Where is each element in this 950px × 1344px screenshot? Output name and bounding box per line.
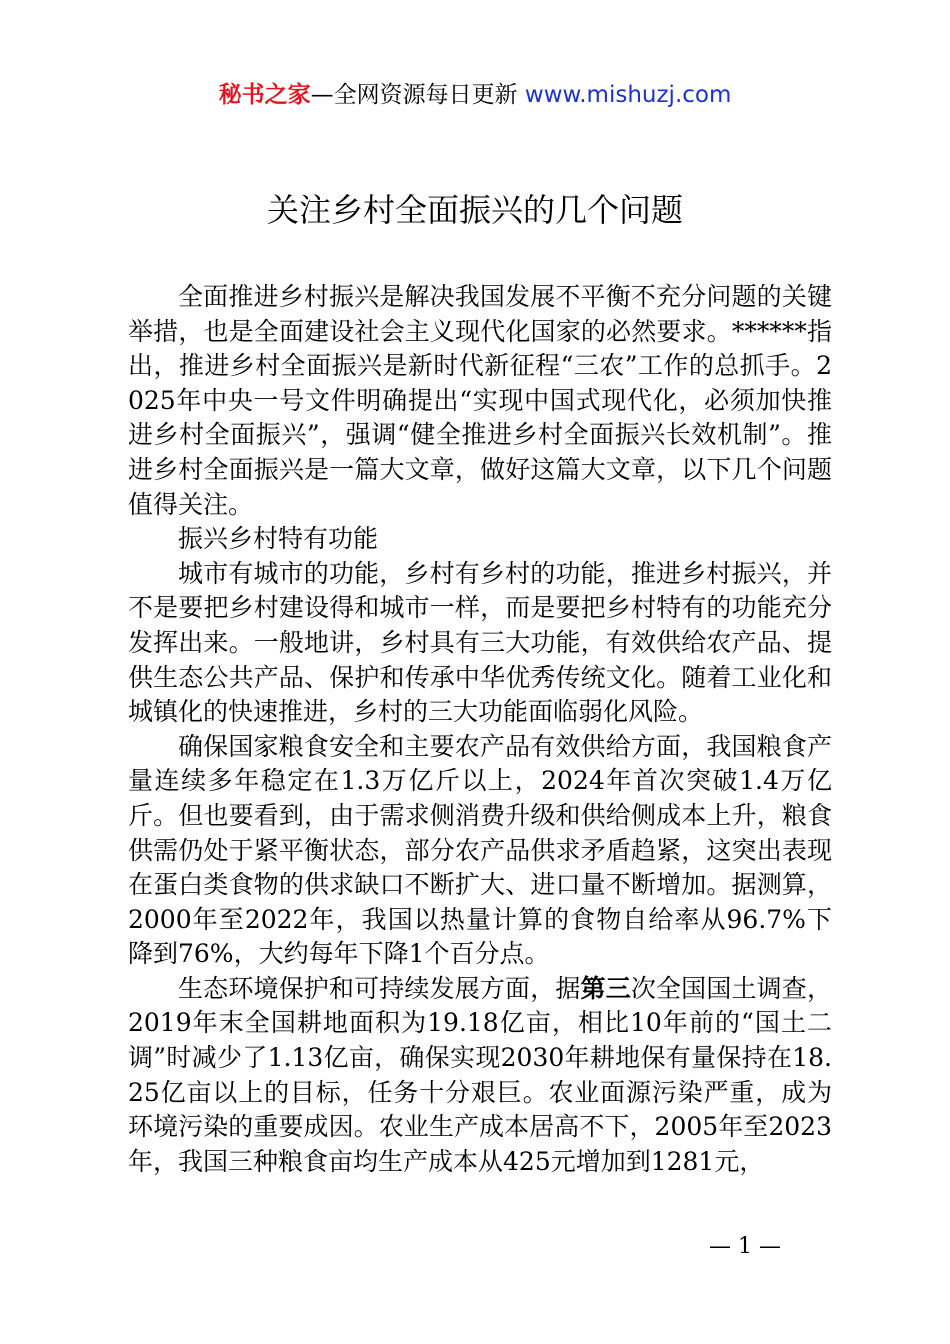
paragraph-ecology-bold: 第三: [580, 973, 631, 1003]
site-url-link[interactable]: www.mishuzj.com: [524, 82, 732, 108]
paragraph-functions: 城市有城市的功能，乡村有乡村的功能，推进乡村振兴，并不是要把乡村建设得和城市一样，而是要把乡村特有的功能充分发挥出来。一般地讲，乡村具有三大功能，有效供给农产品、提供生态公共产品、保护和传承中华优秀传统文化。随着工业化和城镇化的快速推进，乡村的三大功能面临弱化风险。: [128, 558, 832, 727]
site-brand: 秘书之家: [218, 82, 311, 108]
paragraph-ecology-part2: 次全国国土调查，2019年末全国耕地面积为19.18亿亩，相比10年前的“国土二调”时减少了1.13亿亩，确保实现2030年耕地保有量保持在18.25亿亩以上的目标，任务十分艰巨。农业面源污染严重，成为环境污染的重要成因。农业生产成本居高不下，2005年至2023年，我国三种粮食亩均生产成本从425元增加到1281元，: [128, 973, 832, 1176]
document-body: [128, 280, 832, 1179]
paragraph-intro: 全面推进乡村振兴是解决我国发展不平衡不充分问题的关键举措，也是全面建设社会主义现代化国家的必然要求。******指出，推进乡村全面振兴是新时代新征程“三农”工作的总抓手。2025年中央一号文件明确提出“实现中国式现代化，必须加快推进乡村全面振兴”，强调“健全推进乡村全面振兴长效机制”。推进乡村全面振兴是一篇大文章，做好这篇大文章，以下几个问题值得关注。: [128, 282, 832, 519]
site-header: [0, 78, 950, 112]
section-heading: 振兴乡村特有功能: [178, 524, 379, 554]
page-number: — 1 —: [709, 1234, 781, 1259]
site-slogan: —全网资源每日更新: [310, 82, 518, 108]
document-title: 关注乡村全面振兴的几个问题: [266, 191, 683, 229]
paragraph-ecology-part1: 生态环境保护和可持续发展方面，据: [178, 973, 581, 1003]
paragraph-ecology: [128, 972, 832, 1180]
paragraph-food-security: 确保国家粮食安全和主要农产品有效供给方面，我国粮食产量连续多年稳定在1.3万亿斤以上，2024年首次突破1.4万亿斤。但也要看到，由于需求侧消费升级和供给侧成本上升，粮食供需仍处于紧平衡状态，部分农产品供求矛盾趋紧，这突出表现在蛋白类食物的供求缺口不断扩大、进口量不断增加。据测算，2000年至2022年，我国以热量计算的食物自给率从96.7%下降到76%，大约每年下降1个百分点。: [128, 731, 832, 969]
